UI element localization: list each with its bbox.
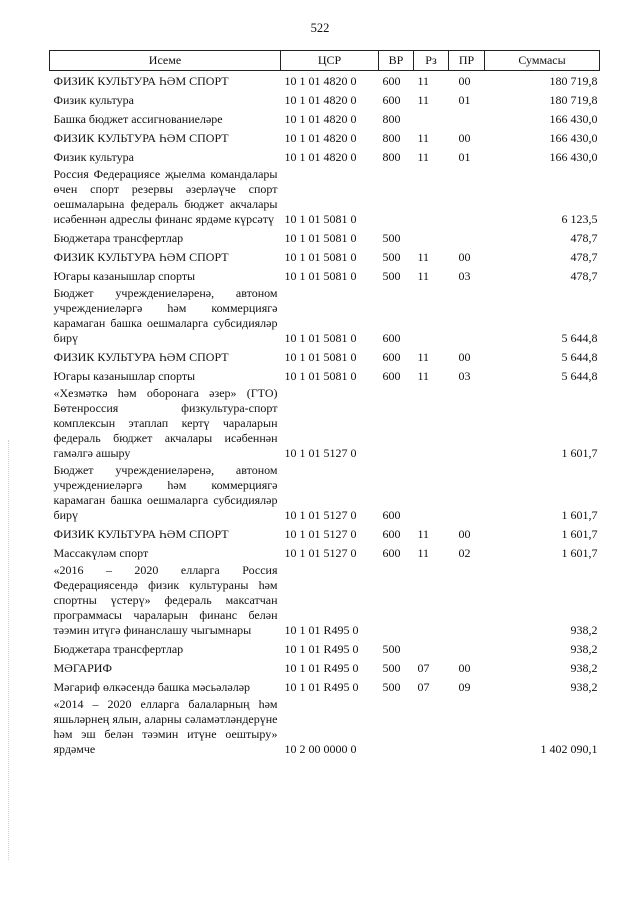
cell-pr: 02 — [458, 545, 471, 560]
cell-csr: 10 1 01 5081 0 — [284, 211, 357, 226]
cell-pr — [449, 639, 485, 658]
cell-csr: 10 1 01 5127 0 — [284, 445, 357, 460]
cell-vr: 600 — [382, 368, 401, 383]
cell-vr: 500 — [382, 268, 401, 283]
cell-name: Бюджет учреждениеләренә, автоном учреждениеләргә һәм коммерциягә карамаган башка оешмаларга субсидияләр бирү — [53, 285, 278, 345]
header-vr: ВР — [379, 51, 414, 71]
header-pr: ПР — [449, 51, 485, 71]
cell-csr: 10 1 01 R495 0 — [284, 660, 359, 675]
cell-vr — [379, 562, 414, 639]
cell-name: ФИЗИК КУЛЬТУРА ҺӘМ СПОРТ — [53, 526, 229, 541]
cell-sum: 5 644,8 — [561, 349, 598, 364]
cell-csr: 10 2 00 0000 0 — [284, 741, 357, 756]
cell-name: Башка бюджет ассигнованиеләре — [53, 111, 223, 126]
cell-name: Россия Федерациясе җыелма командалары өчен спорт резервы әзерләүче спорт оешмаларына федераль бюджет акчалары исәбеннән адреслы финанс ярдәме күрсәтү — [53, 166, 278, 226]
cell-rz — [414, 285, 449, 347]
cell-sum: 478,7 — [570, 268, 598, 283]
cell-rz — [414, 562, 449, 639]
cell-name: «2016 – 2020 елларга Россия Федерациясендә физик культураны һәм спортны үстерү» федераль максатчан программасы чараларын финанс белән тәэмин итүгә финанслашу чыгымнары — [53, 562, 278, 637]
cell-pr: 01 — [458, 149, 471, 164]
cell-pr — [449, 166, 485, 228]
table-row — [50, 266, 600, 285]
cell-pr — [449, 696, 485, 758]
cell-vr: 500 — [382, 641, 401, 656]
cell-name: «Хезмәткә һәм оборонага әзер» (ГТО) Бөтенроссия физкультура-спорт комплексын этаплап кертү чараларын федераль бюджет акчалары исәбеннән гамәлгә ашыру — [53, 385, 278, 460]
cell-csr: 10 1 01 5081 0 — [284, 230, 357, 245]
cell-sum: 478,7 — [570, 249, 598, 264]
cell-sum: 166 430,0 — [549, 149, 598, 164]
cell-rz — [414, 228, 449, 247]
cell-vr: 500 — [382, 230, 401, 245]
cell-pr — [449, 228, 485, 247]
cell-sum: 938,2 — [570, 622, 598, 637]
cell-name: Физик культура — [53, 92, 134, 107]
cell-pr: 00 — [458, 526, 471, 541]
cell-name: Югары казанышлар спорты — [53, 368, 196, 383]
cell-name: Физик культура — [53, 149, 134, 164]
cell-vr: 500 — [382, 679, 401, 694]
table-row — [50, 366, 600, 385]
cell-rz — [414, 109, 449, 128]
cell-name: ФИЗИК КУЛЬТУРА ҺӘМ СПОРТ — [53, 249, 229, 264]
cell-csr: 10 1 01 4820 0 — [284, 149, 357, 164]
cell-rz: 07 — [417, 679, 430, 694]
cell-csr: 10 1 01 4820 0 — [284, 111, 357, 126]
cell-vr: 800 — [382, 130, 401, 145]
cell-csr: 10 1 01 5081 0 — [284, 368, 357, 383]
cell-pr: 09 — [458, 679, 471, 694]
table-row — [50, 562, 600, 639]
cell-vr: 600 — [382, 92, 401, 107]
table-row — [50, 677, 600, 696]
cell-rz: 11 — [417, 526, 430, 541]
cell-sum: 1 601,7 — [561, 526, 598, 541]
cell-vr: 800 — [382, 149, 401, 164]
cell-csr: 10 1 01 4820 0 — [284, 130, 357, 145]
cell-vr: 500 — [382, 660, 401, 675]
cell-rz: 11 — [417, 368, 430, 383]
cell-sum: 166 430,0 — [549, 130, 598, 145]
cell-vr: 600 — [382, 330, 401, 345]
cell-pr: 00 — [458, 73, 471, 88]
cell-rz: 11 — [417, 149, 430, 164]
cell-rz: 11 — [417, 130, 430, 145]
cell-pr: 00 — [458, 349, 471, 364]
cell-vr: 800 — [382, 111, 401, 126]
cell-pr — [449, 562, 485, 639]
scan-artifact — [8, 440, 11, 860]
header-rz: Рз — [414, 51, 449, 71]
table-row — [50, 385, 600, 462]
table-row — [50, 128, 600, 147]
cell-rz: 11 — [417, 249, 430, 264]
cell-rz: 11 — [417, 349, 430, 364]
cell-sum: 6 123,5 — [561, 211, 598, 226]
cell-pr: 00 — [458, 249, 471, 264]
cell-csr: 10 1 01 5127 0 — [284, 526, 357, 541]
table-row — [50, 462, 600, 524]
cell-sum: 5 644,8 — [561, 368, 598, 383]
cell-sum: 1 601,7 — [561, 445, 598, 460]
cell-vr: 600 — [382, 349, 401, 364]
cell-sum: 938,2 — [570, 679, 598, 694]
cell-csr: 10 1 01 5081 0 — [284, 349, 357, 364]
cell-csr: 10 1 01 5081 0 — [284, 330, 357, 345]
header-name: Исеме — [50, 51, 281, 71]
table-row — [50, 90, 600, 109]
budget-table — [49, 50, 600, 758]
cell-csr: 10 1 01 5081 0 — [284, 268, 357, 283]
cell-sum: 5 644,8 — [561, 330, 598, 345]
cell-sum: 938,2 — [570, 660, 598, 675]
cell-rz: 11 — [417, 92, 430, 107]
cell-csr: 10 1 01 4820 0 — [284, 92, 357, 107]
cell-sum: 938,2 — [570, 641, 598, 656]
table-row — [50, 147, 600, 166]
cell-csr: 10 1 01 5081 0 — [284, 249, 357, 264]
table-row — [50, 347, 600, 366]
cell-csr: 10 1 01 R495 0 — [284, 622, 359, 637]
cell-name: Бюджет учреждениеләренә, автоном учреждениеләргә һәм коммерциягә карамаган башка оешмаларга субсидияләр бирү — [53, 462, 278, 522]
cell-name: Югары казанышлар спорты — [53, 268, 196, 283]
cell-name: МӘГАРИФ — [53, 660, 112, 675]
cell-rz: 07 — [417, 660, 430, 675]
cell-sum: 180 719,8 — [549, 92, 598, 107]
table-row — [50, 247, 600, 266]
cell-sum: 1 601,7 — [561, 545, 598, 560]
cell-sum: 166 430,0 — [549, 111, 598, 126]
cell-sum: 180 719,8 — [549, 73, 598, 88]
cell-name: Бюджетара трансфертлар — [53, 641, 184, 656]
cell-rz — [414, 166, 449, 228]
table-row — [50, 285, 600, 347]
cell-rz — [414, 639, 449, 658]
table-row — [50, 639, 600, 658]
cell-csr: 10 1 01 5127 0 — [284, 507, 357, 522]
cell-vr — [379, 385, 414, 462]
cell-vr: 600 — [382, 545, 401, 560]
cell-pr: 03 — [458, 368, 471, 383]
cell-pr — [449, 385, 485, 462]
cell-csr: 10 1 01 R495 0 — [284, 641, 359, 656]
cell-rz — [414, 696, 449, 758]
cell-pr — [449, 109, 485, 128]
table-row — [50, 658, 600, 677]
cell-rz — [414, 385, 449, 462]
table-row — [50, 228, 600, 247]
table-row — [50, 543, 600, 562]
table-header — [50, 51, 600, 71]
cell-vr: 600 — [382, 507, 401, 522]
cell-sum: 478,7 — [570, 230, 598, 245]
cell-pr: 03 — [458, 268, 471, 283]
cell-csr: 10 1 01 4820 0 — [284, 73, 357, 88]
page-number: 522 — [310, 21, 330, 35]
cell-name: Бюджетара трансфертлар — [53, 230, 184, 245]
table-row — [50, 696, 600, 758]
cell-rz: 11 — [417, 73, 430, 88]
table-row — [50, 109, 600, 128]
cell-name: ФИЗИК КУЛЬТУРА ҺӘМ СПОРТ — [53, 349, 229, 364]
cell-vr: 500 — [382, 249, 401, 264]
cell-vr: 600 — [382, 526, 401, 541]
table-row — [50, 524, 600, 543]
cell-rz — [414, 462, 449, 524]
cell-name: Мәгариф өлкәсендә башка мәсьәләләр — [53, 679, 251, 694]
cell-name: ФИЗИК КУЛЬТУРА ҺӘМ СПОРТ — [53, 130, 229, 145]
cell-pr: 00 — [458, 660, 471, 675]
cell-vr — [379, 166, 414, 228]
cell-name: ФИЗИК КУЛЬТУРА ҺӘМ СПОРТ — [53, 73, 229, 88]
table-row — [50, 166, 600, 228]
cell-name: «2014 – 2020 елларга балаларның һәм яшьләрнең ялын, аларны сәламәтләндерүне һәм эш белән тәэмин итүне оештыру» ярдәмче — [53, 696, 278, 756]
cell-rz: 11 — [417, 545, 430, 560]
cell-sum: 1 402 090,1 — [540, 741, 598, 756]
cell-name: Массакүләм спорт — [53, 545, 149, 560]
header-csr: ЦСР — [281, 51, 379, 71]
cell-rz: 11 — [417, 268, 430, 283]
table-body — [50, 71, 600, 758]
cell-pr — [449, 285, 485, 347]
cell-sum: 1 601,7 — [561, 507, 598, 522]
cell-pr — [449, 462, 485, 524]
table-row — [50, 71, 600, 90]
cell-vr: 600 — [382, 73, 401, 88]
cell-pr: 01 — [458, 92, 471, 107]
cell-csr: 10 1 01 5127 0 — [284, 545, 357, 560]
header-sum: Суммасы — [485, 51, 600, 71]
cell-csr: 10 1 01 R495 0 — [284, 679, 359, 694]
cell-pr: 00 — [458, 130, 471, 145]
cell-vr — [379, 696, 414, 758]
